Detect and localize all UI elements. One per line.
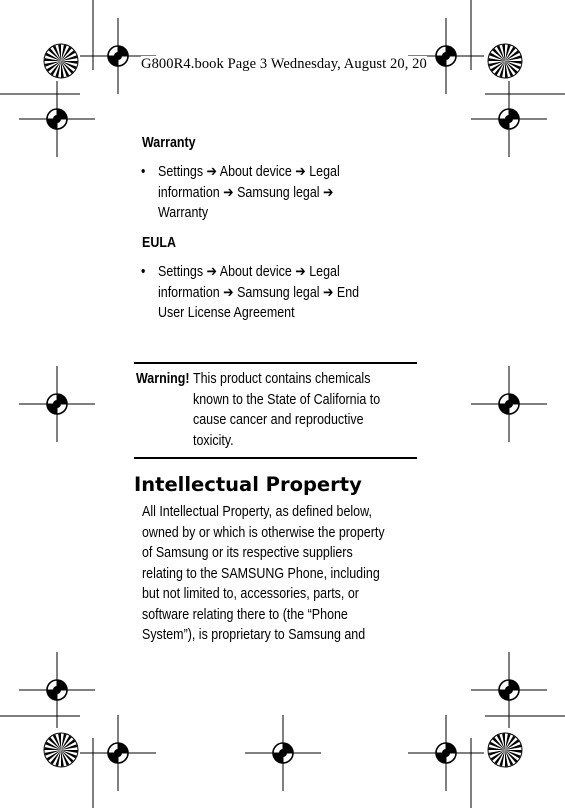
warranty-path-line: information ➔ Samsung legal ➔ [158,184,334,201]
book-page-header: G800R4.book Page 3 Wednesday, August 20, 20 [141,56,427,72]
warranty-path-line: Settings ➔ About device ➔ Legal [158,164,340,180]
warning-bottom-rule [134,457,417,459]
ip-paragraph-line: of Samsung or its respective suppliers [142,545,353,561]
registration-crosshair-icon [408,715,484,791]
registration-crosshair-icon [19,652,95,728]
ip-paragraph-line: but not limited to, accessories, parts, or [142,586,359,602]
registration-starburst-icon [44,44,78,78]
eula-heading: EULA [142,235,176,251]
ip-paragraph-line: software relating there to (the “Phone [142,606,348,623]
warranty-bullet: • [141,164,146,180]
eula-bullet: • [141,264,146,280]
registration-starburst-icon [488,733,522,767]
warranty-path-line: Warranty [158,205,209,221]
registration-crosshair-icon [19,81,95,157]
eula-path-line: Settings ➔ About device ➔ Legal [158,264,340,280]
warning-text-line: cause cancer and reproductive [193,412,364,428]
warning-text-line: known to the State of California to [193,391,381,408]
warranty-heading: Warranty [142,135,196,151]
registration-crosshair-icon [80,715,156,791]
warning-top-rule [134,362,417,364]
ip-paragraph-line: relating to the SAMSUNG Phone, including [142,565,380,582]
ip-paragraph-line: System”), is proprietary to Samsung and [142,627,366,643]
registration-crosshair-icon [471,366,547,442]
intellectual-property-title: Intellectual Property [134,473,362,496]
eula-path-line: User License Agreement [158,305,295,321]
ip-paragraph-line: All Intellectual Property, as defined below, [142,504,372,520]
ip-paragraph-line: owned by or which is otherwise the property [142,524,385,541]
eula-path-line: information ➔ Samsung legal ➔ End [158,284,360,301]
registration-crosshair-icon [19,366,95,442]
registration-crosshair-icon [245,715,321,791]
warning-text-line: This product contains chemicals [193,371,371,387]
registration-crosshair-icon [471,652,547,728]
registration-starburst-icon [488,44,522,78]
warning-text-line: toxicity. [193,432,234,449]
registration-crosshair-icon [471,81,547,157]
registration-starburst-icon [44,733,78,767]
warning-label: Warning! [136,371,190,387]
